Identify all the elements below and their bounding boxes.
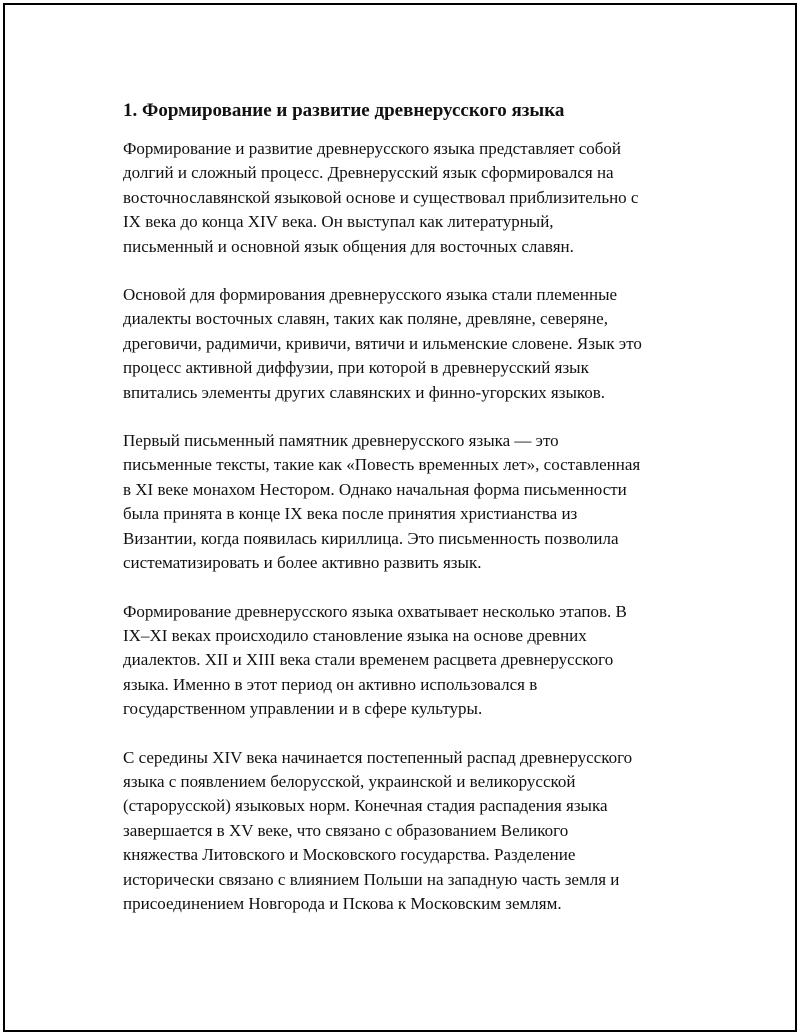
text-line: впитались элементы других славянских и финно-угорских языков.: [123, 382, 606, 402]
paragraph-1: [123, 137, 693, 259]
paragraph-5: [123, 746, 693, 917]
text-line: языка с появлением белорусской, украинской и великорусской: [123, 771, 576, 791]
text-line: Первый письменный памятник древнерусского языка — это: [123, 431, 559, 451]
text-line: дреговичи, радимичи, кривичи, вятичи и ильменские словене. Язык это: [123, 333, 642, 353]
text-line: IX века до конца XIV века. Он выступал как литературный,: [123, 212, 554, 232]
text-line: завершается в XV веке, что связано с образованием Великого: [123, 820, 569, 840]
text-line: в XI веке монахом Нестором. Однако начальная форма письменности: [123, 479, 627, 499]
text-line: письменный и основной язык общения для восточных славян.: [123, 236, 574, 256]
text-line: процесс активной диффузии, при которой в древнерусский язык: [123, 358, 589, 378]
page-frame: [3, 3, 797, 1032]
paragraph-3: [123, 429, 693, 575]
text-line: княжества Литовского и Московского государства. Разделение: [123, 845, 576, 865]
text-line: восточнославянской языковой основе и существовал приблизительно с: [123, 187, 639, 207]
text-line: присоединением Новгорода и Пскова к Московским землям.: [123, 893, 562, 913]
text-line: долгий и сложный процесс. Древнерусский язык сформировался на: [123, 163, 614, 183]
text-line: IX–XI веках происходило становление языка на основе древних: [123, 625, 587, 645]
text-line: была принята в конце IX века после принятия христианства из: [123, 504, 578, 524]
text-line: государственном управлении и в сфере культуры.: [123, 699, 483, 719]
document-body: [123, 99, 693, 940]
paragraph-2: [123, 283, 693, 405]
paragraph-4: [123, 600, 693, 722]
text-line: Основой для формирования древнерусского языка стали племенные: [123, 285, 618, 305]
text-line: Формирование и развитие древнерусского языка представляет собой: [123, 139, 622, 158]
text-line: Византии, когда появилась кириллица. Это письменность позволила: [123, 528, 619, 548]
text-line: исторически связано с влиянием Польши на западную часть земля и: [123, 869, 620, 889]
text-line: диалектов. XII и XIII века стали временем расцвета древнерусского: [123, 650, 614, 670]
text-line: (старорусской) языковых норм. Конечная стадия распадения языка: [123, 796, 608, 816]
text-line: письменные тексты, такие как «Повесть временных лет», составленная: [123, 455, 641, 475]
text-line: диалекты восточных славян, таких как поляне, древляне, северяне,: [123, 309, 608, 329]
text-line: систематизировать и более активно развить язык.: [123, 553, 482, 573]
text-line: С середины XIV века начинается постепенный распад древнерусского: [123, 747, 633, 767]
text-line: языка. Именно в этот период он активно использовался в: [123, 674, 538, 694]
text-line: Формирование древнерусского языка охватывает несколько этапов. В: [123, 601, 627, 621]
section-heading: 1. Формирование и развитие древнерусского языка: [123, 100, 565, 121]
